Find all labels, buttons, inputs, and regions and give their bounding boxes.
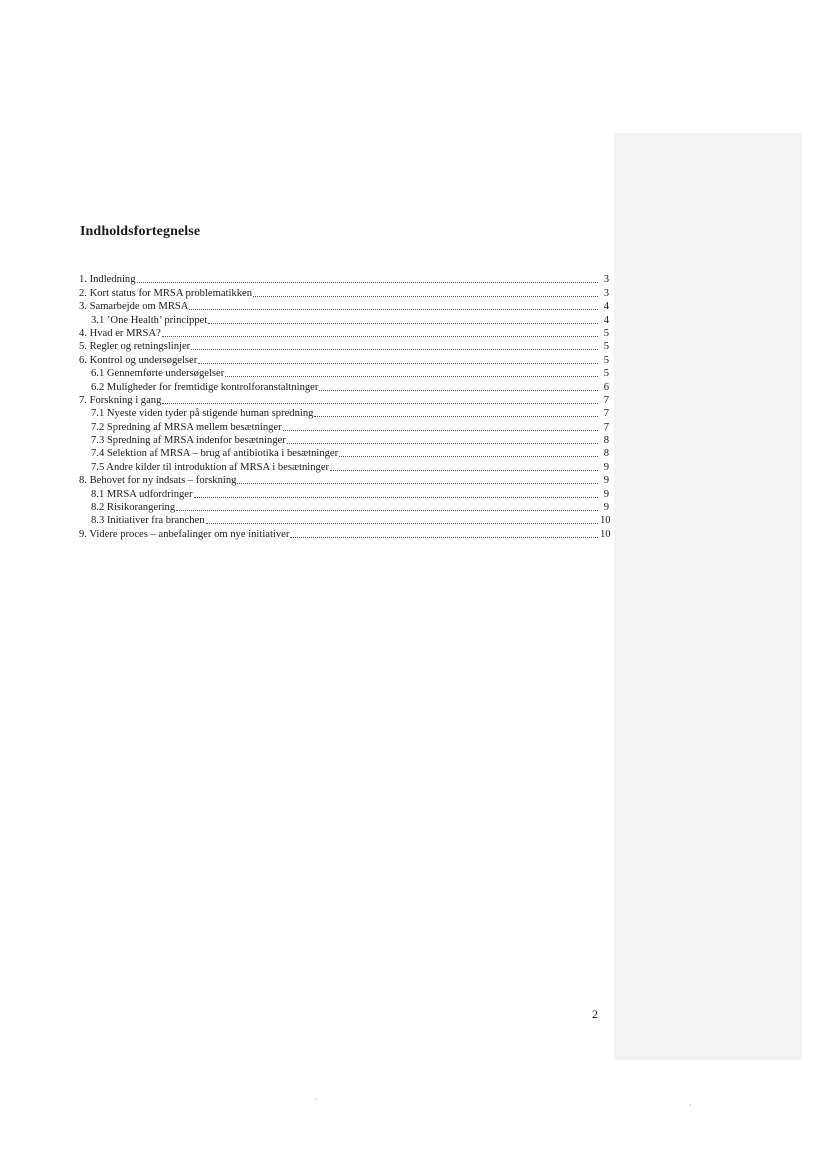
toc-entry-label: 5. Regler og retningslinjer [79,341,191,353]
toc-entry-label: 8. Behovet for ny indsats – forskning [79,475,237,487]
toc-entry-label: 4. Hvad er MRSA? [79,327,161,339]
toc-entry-label: 7.5 Andre kilder til introduktion af MRSA i besætninger [91,461,330,473]
toc-dot-leader [162,336,598,337]
toc-dot-leader [287,443,598,444]
scan-speck [316,1098,317,1100]
toc-entry-page: 9 [603,475,609,487]
toc-entry-label: 3. Samarbejde om MRSA [79,301,189,313]
toc-dot-leader [319,390,598,391]
toc-entry[interactable] [79,300,609,313]
toc-entry-page: 9 [603,461,609,473]
toc-dot-leader [189,309,598,310]
scan-speck [690,1104,691,1106]
toc-entry[interactable] [79,394,609,407]
toc-dot-leader [253,296,598,297]
toc-entry[interactable] [79,353,609,366]
toc-heading: Indholdsfortegnelse [80,224,201,239]
toc-entry-label: 6.2 Muligheder for fremtidige kontrolforanstaltninger [91,381,319,393]
toc-entry-label: 8.3 Initiativer fra branchen [91,515,205,527]
toc-entry-page: 8 [603,448,609,460]
toc-entry-page: 5 [603,341,609,353]
toc-dot-leader [162,403,598,404]
toc-entry-label: 6.1 Gennemførte undersøgelser [91,368,225,380]
toc-entry-label: 8.1 MRSA udfordringer [91,488,193,500]
toc-entry-label: 7. Forskning i gang [79,394,162,406]
toc-dot-leader [206,523,598,524]
toc-entry-page: 3 [603,274,609,286]
toc-entry[interactable] [79,420,609,433]
toc-dot-leader [225,376,598,377]
toc-entry[interactable] [79,474,609,487]
toc-entry-page: 7 [603,394,609,406]
toc-entry-page: 3 [603,287,609,299]
toc-entry[interactable] [79,501,609,514]
toc-entry[interactable] [79,367,609,380]
toc-entry[interactable] [79,434,609,447]
toc-entry-page: 10 [600,515,611,527]
toc-entry-page: 5 [603,327,609,339]
toc-dot-leader [330,470,598,471]
toc-entry-page: 5 [603,354,609,366]
toc-entry-label: 2. Kort status for MRSA problematikken [79,287,253,299]
toc-entry-page: 6 [603,381,609,393]
toc-dot-leader [208,323,598,324]
toc-entry-page: 8 [603,435,609,447]
toc-entry-label: 8.2 Risikorangering [91,502,176,514]
toc-entry-label: 6. Kontrol og undersøgelser [79,354,198,366]
toc-entry-label: 9. Videre proces – anbefalinger om nye initiativer [79,528,290,540]
toc-entry-label: 3.1 ’One Health’ princippet [91,314,208,326]
toc-entry-label: 7.1 Nyeste viden tyder på stigende human spredning [91,408,314,420]
toc-entry[interactable] [79,340,609,353]
toc-entry-page: 9 [603,488,609,500]
toc-entry-page: 10 [600,528,611,540]
toc-entry[interactable] [79,327,609,340]
toc-entry[interactable] [79,313,609,326]
toc-entry-page: 4 [603,314,609,326]
toc-entry[interactable] [79,380,609,393]
toc-entry[interactable] [79,460,609,473]
toc-entry-page: 9 [603,502,609,514]
toc-dot-leader [191,349,598,350]
table-of-contents [79,273,609,541]
toc-dot-leader [198,363,598,364]
toc-dot-leader [339,456,598,457]
toc-dot-leader [137,282,599,283]
toc-entry[interactable] [79,273,609,286]
toc-entry-page: 5 [603,368,609,380]
toc-entry-label: 1. Indledning [79,274,136,286]
toc-entry[interactable] [79,527,609,540]
toc-dot-leader [283,430,598,431]
toc-entry-label: 7.3 Spredning af MRSA indenfor besætninger [91,435,286,447]
toc-entry[interactable] [79,407,609,420]
toc-dot-leader [176,510,598,511]
page-number: 2 [592,1007,598,1021]
toc-dot-leader [237,483,598,484]
toc-entry-page: 7 [603,408,609,420]
toc-entry-page: 4 [603,301,609,313]
toc-dot-leader [290,537,598,538]
toc-entry-label: 7.2 Spredning af MRSA mellem besætninger [91,421,282,433]
toc-entry[interactable] [79,487,609,500]
toc-entry[interactable] [79,447,609,460]
toc-entry-page: 7 [603,421,609,433]
toc-dot-leader [194,497,598,498]
toc-dot-leader [314,416,598,417]
toc-entry[interactable] [79,514,609,527]
toc-entry[interactable] [79,286,609,299]
toc-entry-label: 7.4 Selektion af MRSA – brug af antibiotika i besætninger [91,448,339,460]
